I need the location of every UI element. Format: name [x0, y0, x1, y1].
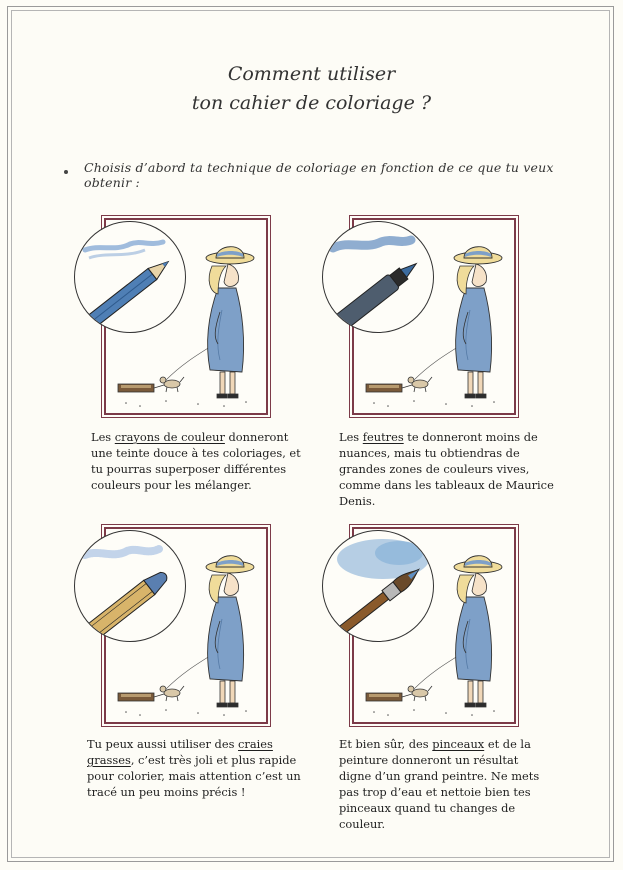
felt-pen-icon [322, 221, 434, 333]
caption-suffix: te donneront moins de nuances, mais tu obtiendras de grandes zones de couleurs vives, comme dans les tableaux de Maurice Denis. [339, 430, 554, 508]
dog-icon [160, 377, 184, 392]
caption-prefix: Les [339, 430, 363, 444]
caption-suffix: et de la peinture donneront un résultat digne d’un grand peintre. Ne mets pas trop d’eau et nettoie bien tes pinceaux quand tu changes de couleur. [339, 737, 540, 831]
colored-pencil-icon [74, 221, 186, 333]
caption-prefix: Et bien sûr, des [339, 737, 433, 751]
page-title-line-1: Comment utiliser [227, 63, 396, 85]
toy-cart-icon [366, 384, 412, 392]
toy-cart-icon [118, 693, 164, 701]
page-title-line-2: ton cahier de coloriage ? [191, 92, 432, 114]
technique-name: feutres [362, 430, 404, 444]
toy-cart-icon [366, 693, 412, 701]
dog-icon [408, 686, 432, 701]
technique-caption-2 [339, 429, 554, 509]
paintbrush-icon [322, 530, 434, 642]
caption-suffix: , c’est très joli et plus rapide pour colorier, mais attention c’est un tracé un peu moins précis ! [87, 753, 301, 799]
technique-caption-3 [87, 736, 302, 800]
wax-crayon-icon [74, 530, 186, 642]
toy-cart-icon [118, 384, 164, 392]
technique-name: crayons de couleur [114, 430, 225, 444]
technique-caption-4 [339, 736, 554, 832]
caption-prefix: Tu peux aussi utiliser des [87, 737, 239, 751]
intro-text: Choisis d’abord ta technique de coloriage en fonction de ce que tu veux obtenir : [84, 160, 554, 190]
technique-name: pinceaux [432, 737, 485, 751]
bullet-icon [64, 170, 68, 174]
technique-name: craies grasses [87, 737, 273, 767]
caption-prefix: Les [91, 430, 115, 444]
technique-caption-1 [91, 429, 306, 493]
dog-icon [160, 686, 184, 701]
dog-icon [408, 377, 432, 392]
caption-suffix: donneront une teinte douce à tes coloriages, et tu pourras superposer différentes couleurs pour les mélanger. [91, 430, 301, 492]
